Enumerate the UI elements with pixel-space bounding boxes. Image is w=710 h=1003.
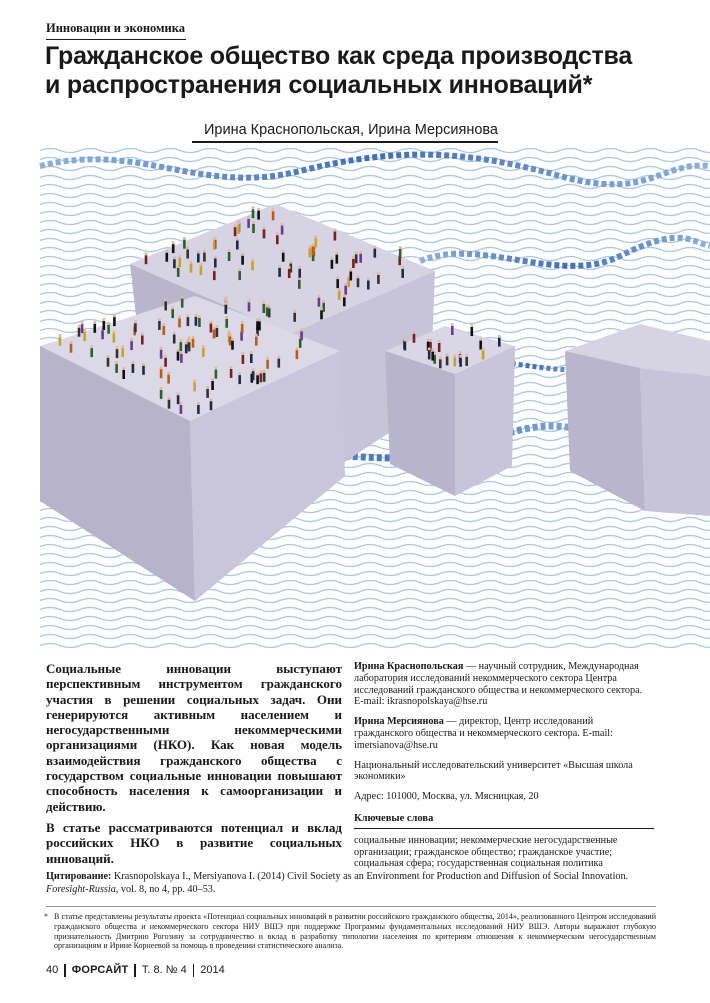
person-figure: [330, 257, 333, 269]
person-figure: [209, 321, 212, 333]
person-figure: [181, 296, 184, 308]
person-figure: [317, 295, 320, 307]
person-figure: [116, 346, 119, 358]
section-tag: Инновации и экономика: [46, 21, 186, 40]
person-figure: [241, 253, 244, 265]
person-figure: [121, 345, 124, 357]
person-figure: [308, 245, 311, 257]
person-figure: [107, 355, 110, 367]
person-figure: [180, 351, 183, 363]
person-figure: [160, 347, 163, 359]
person-figure: [281, 223, 284, 235]
person-figure: [179, 402, 182, 414]
person-figure: [186, 247, 189, 259]
person-figure: [231, 338, 234, 350]
person-figure: [465, 354, 468, 366]
person-figure: [311, 243, 314, 255]
person-figure: [193, 379, 196, 391]
person-figure: [197, 251, 200, 263]
person-figure: [214, 367, 217, 379]
person-figure: [352, 256, 355, 268]
person-figure: [213, 238, 216, 250]
person-figure: [113, 314, 116, 326]
person-figure: [131, 361, 134, 373]
person-figure: [224, 302, 227, 314]
person-figure: [241, 352, 244, 364]
person-figure: [173, 256, 176, 268]
person-figure: [210, 398, 213, 410]
person-figure: [252, 221, 255, 233]
footnote-divider: [46, 906, 656, 907]
person-figure: [142, 363, 145, 375]
person-figure: [446, 353, 449, 365]
footer-separator: [134, 964, 136, 977]
person-figure: [377, 272, 380, 284]
person-figure: [401, 266, 404, 278]
person-figure: [343, 294, 346, 306]
person-figure: [256, 372, 259, 384]
person-figure: [102, 318, 105, 330]
page-number: 40: [46, 964, 59, 976]
person-figure: [263, 226, 266, 238]
person-figure: [183, 237, 186, 249]
page-footer: [46, 963, 225, 977]
person-figure: [202, 345, 205, 357]
person-figure: [428, 347, 431, 359]
person-figure: [298, 277, 301, 289]
person-figure: [81, 321, 84, 333]
person-figure: [247, 216, 250, 228]
citation: [46, 871, 656, 896]
person-figure: [70, 341, 73, 353]
person-figure: [293, 310, 296, 322]
person-figure: [451, 323, 454, 335]
person-figure: [479, 338, 482, 350]
person-figure: [470, 324, 473, 336]
citation-label: Цитирование:: [46, 871, 112, 882]
person-figure: [172, 241, 175, 253]
person-figure: [248, 299, 251, 311]
person-figure: [344, 283, 347, 295]
person-figure: [399, 246, 402, 258]
person-figure: [431, 349, 434, 361]
person-figure: [482, 347, 485, 359]
footnote: [46, 912, 656, 951]
footer-separator: [193, 964, 195, 977]
person-figure: [130, 338, 133, 350]
author-1-info: [354, 661, 654, 708]
person-figure: [214, 256, 217, 268]
person-figure: [225, 316, 228, 328]
title-line-2: и распространения социальных инноваций*: [45, 71, 593, 99]
person-figure: [413, 331, 416, 343]
person-figure: [335, 252, 338, 264]
person-figure: [251, 258, 254, 270]
person-figure: [263, 370, 266, 382]
person-figure: [252, 206, 255, 218]
author-1-name: Ирина Краснопольская: [354, 661, 464, 672]
person-figure: [165, 250, 168, 262]
person-figure: [107, 322, 110, 334]
person-figure: [185, 341, 188, 353]
block-right: [640, 368, 710, 516]
person-figure: [230, 366, 233, 378]
person-figure: [288, 266, 291, 278]
person-figure: [199, 263, 202, 275]
person-figure: [90, 345, 93, 357]
person-figure: [178, 255, 181, 267]
person-figure: [255, 334, 258, 346]
person-figure: [178, 315, 181, 327]
person-figure: [145, 252, 148, 264]
person-figure: [439, 356, 442, 368]
person-figure: [338, 288, 341, 300]
person-figure: [134, 320, 137, 332]
person-figure: [171, 306, 174, 318]
person-figure: [266, 357, 269, 369]
person-figure: [322, 300, 325, 312]
person-figure: [438, 340, 441, 352]
person-figure: [173, 332, 176, 344]
person-figure: [359, 251, 362, 263]
person-figure: [112, 331, 115, 343]
person-figure: [298, 266, 301, 278]
person-figure: [459, 355, 462, 367]
person-figure: [177, 392, 180, 404]
person-figure: [266, 304, 269, 316]
person-figure: [272, 208, 275, 220]
keywords-text: социальные инновации; некоммерческие негосударственные организации; гражданское общество; гражданское участие; социальная сфера; государственная социальная политика: [354, 834, 618, 870]
person-figure: [115, 361, 118, 373]
person-figure: [206, 386, 209, 398]
person-figure: [198, 315, 201, 327]
person-figure: [300, 328, 303, 340]
person-figure: [167, 372, 170, 384]
person-figure: [252, 368, 255, 380]
footnote-mark: *: [44, 912, 48, 921]
person-figure: [453, 355, 456, 367]
citation-tail: , vol. 8, no 4, pp. 40–53.: [115, 883, 216, 895]
person-figure: [355, 251, 358, 263]
author-2-description: — директор, Центр исследований гражданского общества и некоммерческого сектора. E-mail: imersianova@hse.ru: [354, 716, 613, 751]
author-2-info: [354, 716, 654, 751]
address: Адрес: 101000, Москва, ул. Мясницкая, 20: [354, 791, 539, 803]
person-figure: [190, 261, 193, 273]
person-figure: [238, 372, 241, 384]
person-figure: [164, 355, 167, 367]
person-figure: [295, 347, 298, 359]
person-figure: [403, 339, 406, 351]
person-figure: [164, 298, 167, 310]
person-figure: [160, 387, 163, 399]
person-figure: [256, 318, 259, 330]
person-figure: [83, 329, 86, 341]
person-figure: [349, 269, 352, 281]
person-figure: [158, 318, 161, 330]
person-figure: [314, 235, 317, 247]
abstract-paragraph-1: Социальные инновации выступают перспективным инструментом гражданского участия в решении социальных задач. Они генерируются активным населением и негосударственными некоммерческими организациями (НКО). Как новая модель взаимодействия гражданского общества с государством социальные инновации повышают способность населения к самоорганизации и действию.: [46, 661, 342, 814]
person-figure: [211, 378, 214, 390]
person-figure: [336, 276, 339, 288]
person-figure: [188, 339, 191, 351]
person-figure: [357, 275, 360, 287]
person-figure: [228, 249, 231, 261]
person-figure: [250, 351, 253, 363]
person-figure: [160, 366, 163, 378]
person-figure: [276, 232, 279, 244]
person-figure: [259, 370, 262, 382]
abstract-paragraph-2: В статье рассматриваются потенциал и вклад российских НКО в развитие социальных инноваций.: [46, 819, 342, 866]
person-figure: [333, 229, 336, 241]
person-figure: [78, 325, 81, 337]
citation-journal: Foresight-Russia: [46, 883, 116, 895]
person-figure: [162, 323, 165, 335]
person-figure: [203, 250, 206, 262]
person-figure: [282, 250, 285, 262]
person-figure: [192, 336, 195, 348]
journal-issue: Т. 8. № 4: [141, 964, 187, 976]
author-2-name: Ирина Мерсиянова: [354, 716, 444, 728]
person-figure: [194, 314, 197, 326]
authors-divider: [192, 141, 498, 143]
keywords-title: Ключевые слова: [354, 813, 654, 829]
title-line-1: Гражданское общество как среда производства: [45, 42, 633, 70]
person-figure: [257, 208, 260, 220]
person-figure: [213, 327, 216, 339]
person-figure: [241, 321, 244, 333]
person-figure: [234, 224, 237, 236]
person-figure: [277, 356, 280, 368]
article-title: [45, 42, 665, 100]
person-figure: [238, 268, 241, 280]
person-figure: [213, 268, 216, 280]
person-figure: [186, 314, 189, 326]
person-figure: [179, 339, 182, 351]
article-authors: Ирина Краснопольская, Ирина Мерсиянова: [203, 122, 498, 138]
footer-separator: [64, 964, 66, 977]
person-figure: [93, 321, 96, 333]
authors-info: [354, 661, 654, 870]
person-figure: [237, 222, 240, 234]
person-figure: [320, 307, 323, 319]
person-figure: [197, 402, 200, 414]
person-figure: [141, 333, 144, 345]
person-figure: [59, 334, 62, 346]
citation-text: Krasnopolskaya I., Mersiyanova I. (2014) Civil Society as an Environment for Production and Diffusion of Social Innovation.: [111, 871, 629, 882]
person-figure: [367, 278, 370, 290]
author-1-description: — научный сотрудник, Международная лаборатория исследований некоммерческого сектора Центра исследований гражданского общества и некоммерческого сектора. E-mail: ikrasnopolskaya@hse.ru: [354, 661, 643, 708]
abstract: [46, 661, 342, 872]
person-figure: [236, 238, 239, 250]
person-figure: [215, 325, 218, 337]
person-figure: [262, 301, 265, 313]
person-figure: [168, 397, 171, 409]
person-figure: [122, 367, 125, 379]
journal-name: ФОРСАЙТ: [71, 964, 129, 976]
person-figure: [373, 246, 376, 258]
journal-year: 2014: [200, 964, 225, 976]
university: Национальный исследовательский университет «Высшая школа экономики»: [354, 759, 633, 783]
footnote-text: В статье представлены результаты проекта «Потенциал социальных инноваций в развитии российского гражданского общества, 2014», реализованного Центром исследований гражданского общества и некоммерческого сектора НИУ ВШЭ при поддержке Программы фундаментальных исследований НИУ ВШЭ. Авторы выражают глубокую признательность Дмитрию Рогозину за сотрудничество и вклад в разработку типологии населения по критериям отношения к некоммерческим негосударственным организациям и Ирине Корнеевой за помощь в проведении статистического анализа.: [54, 912, 656, 951]
person-figure: [498, 335, 501, 347]
article-illustration: [0, 146, 710, 652]
person-figure: [278, 265, 281, 277]
person-figure: [177, 349, 180, 361]
